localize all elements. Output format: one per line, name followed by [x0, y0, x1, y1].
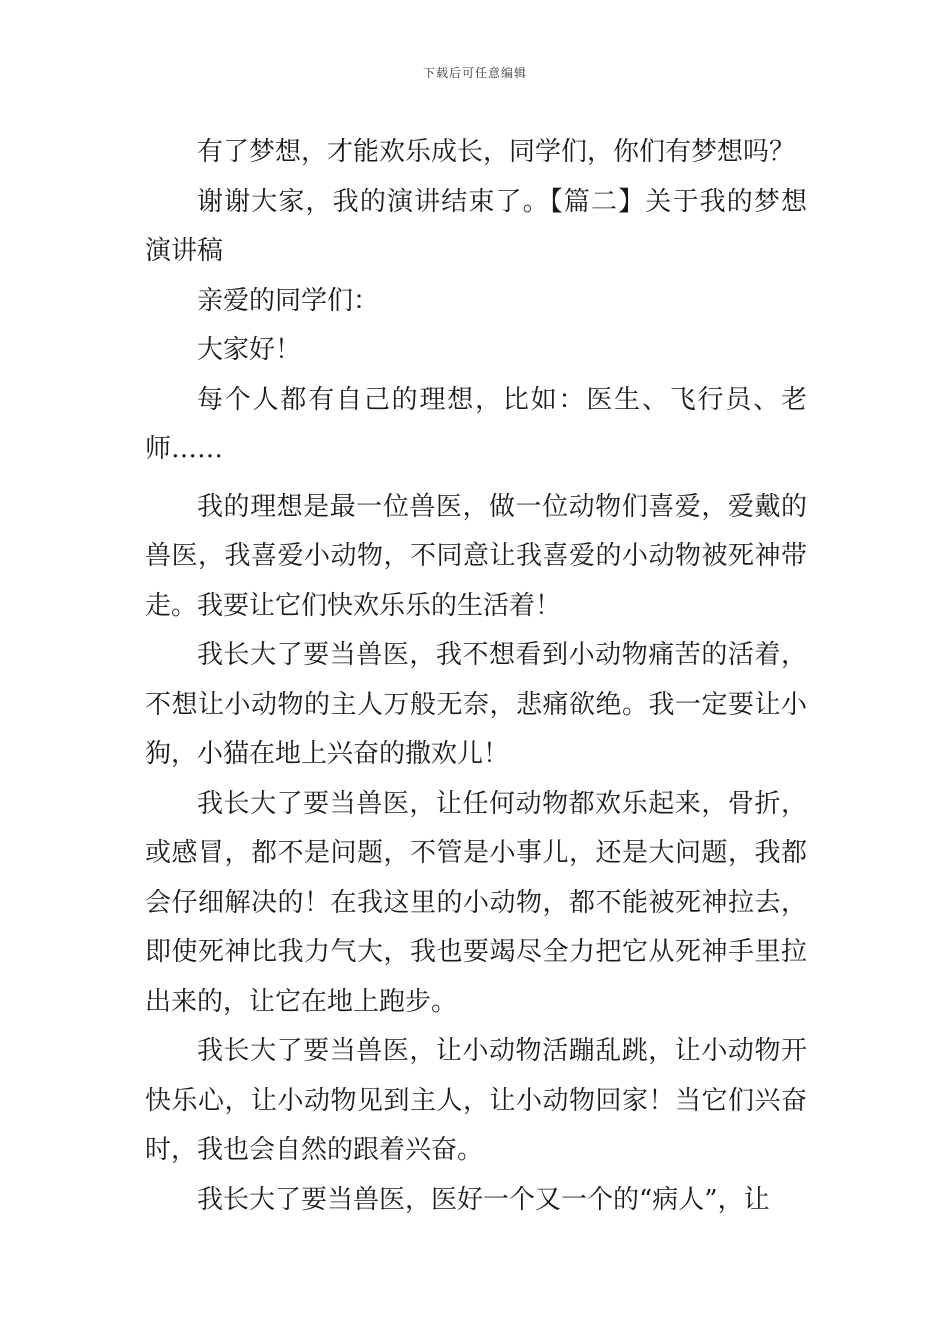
paragraph: 有了梦想，才能欢乐成长，同学们，你们有梦想吗？: [197, 137, 796, 167]
document-body: [145, 128, 807, 1225]
paragraph: 谢谢大家，我的演讲结束了。【篇二】关于我的梦想演讲稿: [145, 186, 807, 266]
paragraph: 每个人都有自己的理想，比如：医生、飞行员、老师……: [145, 384, 807, 464]
page-header: 下载后可任意编辑: [422, 66, 527, 80]
paragraph: 我长大了要当兽医，我不想看到小动物痛苦的活着，不想让小动物的主人万般无奈，悲痛欲绝。我一定要让小狗，小猫在地上兴奋的撒欢儿！: [145, 640, 807, 769]
paragraph: 大家好！: [197, 335, 302, 365]
paragraph: 我长大了要当兽医，让任何动物都欢乐起来，骨折，或感冒，都不是问题，不管是小事儿，还是大问题，我都会仔细解决的！在我这里的小动物，都不能被死神拉去，即使死神比我力气大，我也要竭尽全力把它从死神手里拉出来的，让它在地上跑步。: [145, 788, 807, 1017]
paragraph: 我长大了要当兽医，医好一个又一个的“病人”，让: [197, 1184, 770, 1215]
paragraph: 我的理想是最一位兽医，做一位动物们喜爱，爱戴的兽医，我喜爱小动物，不同意让我喜爱的小动物被死神带走。我要让它们快欢乐乐的生活着！: [145, 491, 807, 621]
paragraph: 亲爱的同学们：: [197, 285, 380, 316]
paragraph: 我长大了要当兽医，让小动物活蹦乱跳，让小动物开快乐心，让小动物见到主人，让小动物回家！当它们兴奋时，我也会自然的跟着兴奋。: [145, 1036, 807, 1165]
